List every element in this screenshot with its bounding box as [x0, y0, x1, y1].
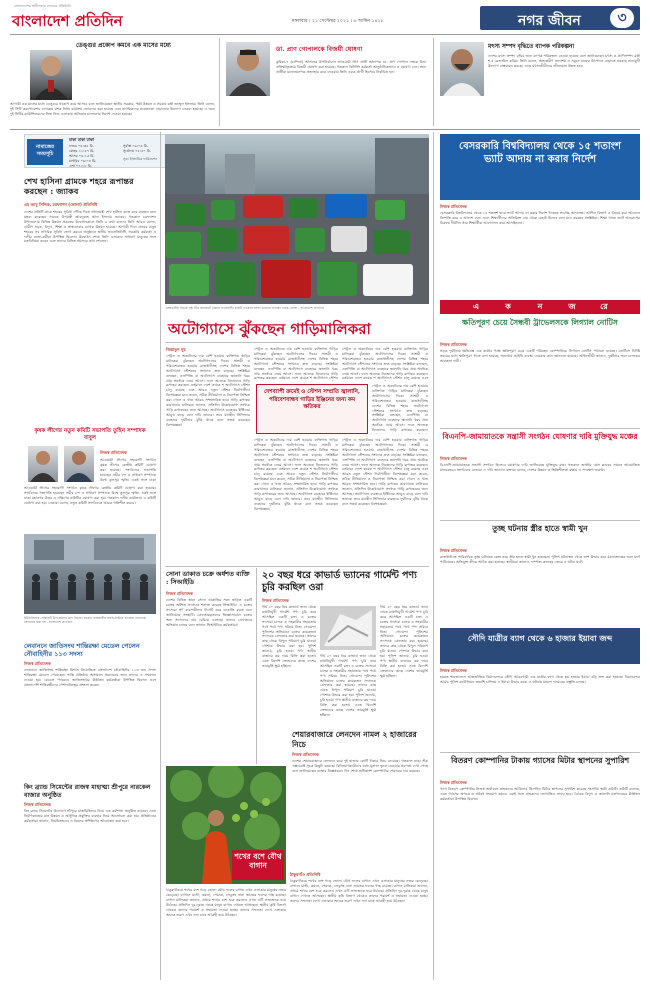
- robbery-body: দেশের বিভিন্ন স্থানে সোনা ডাকাতির সঙ্গে জড়িত একটি চক্রের অর্ধশত সদস্যকে শনাক্ত করেছে সিআইডি। এ চক্রের সদস্যরা স্বর্ণ ব্যবসায়ীদের টার্গেট করে ডাকাতি করত বলে জানিয়েছে সংস্থাটি। গ্রেফতারকৃতদের জিজ্ঞাসাবাদে চক্রের অন্য সদস্যদের নাম বেরিয়ে এসেছে। তাদের গ্রেফতারে অভিযান চলছে বলে জানান সিআইডির কর্মকর্তারা।: [166, 598, 252, 627]
- prayer-time-5: এশা ০৭:১৮ মি.: [69, 164, 92, 168]
- prayer-times-box: [24, 134, 170, 168]
- prayer-label: নামাজের সময়সূচি: [27, 139, 63, 165]
- ekonnore-letter-4: জ: [568, 302, 576, 311]
- fruit-body-2: ঠাকুরগাঁওয়ে শখের বশে গড়ে তোলা যৌথ ফলের বাগান এখন এলাকার মানুষের নজর কেড়েছে। বাগানে মাল্টা, কমলা, পেয়ারা, লেবুসহ নানা জাতের ফলের গাছ রয়েছে। বাগান মালিকরা জানান, প্রথমে শখের বশে শুরু করলেও এখন এটি লাভজনক হয়ে উঠেছে। প্রতিদিন দূর-দূরান্ত থেকে মানুষ বাগান দেখতে আসছেন। স্থানীয় কৃষি বিভাগ থেকেও তাদের পরামর্শ ও সহায়তা দেওয়া হচ্ছে। তাদের সফলতা দেখে এলাকার অনেক তরুণ এখন ফল চাষে আগ্রহী হয়ে উঠছেন।: [166, 888, 286, 917]
- autogas-body-col2b: পেট্রল ও অকটেনের দাম বেশি হওয়ায় ব্যক্তিগত গাড়ির মালিকরা ঝুঁকছেন অটোগ্যাসের দিকে। সাশ্রয়ী ও পরিবেশবান্ধব হওয়ায় রাজধানীসহ দেশের বিভিন্ন শহরে অটোগ্যাস স্টেশনের সংখ্যাও দ্রুত বাড়ছে। সংশ্লিষ্টরা বলছেন, এলপিজি বা অটোগ্যাস ব্যবহারে জ্বালানি খরচ প্রায় অর্ধেকে নেমে আসে। ফলে অনেকে নিজেদের গাড়ি রূপান্তর করছেন। বর্তমানে দেশে কয়েক শ অটোগ্যাস স্টেশন চালু রয়েছে এবং আরও নতুন স্টেশন নির্মাণাধীন। বিশেষজ্ঞরা মনে করেন, সঠিক নীতিমালা ও নিরাপত্তা নিশ্চিত করা গেলে এ খাত আরও সম্প্রসারিত হবে। গাড়ি রূপান্তর কারখানার মালিকরা জানান, প্রতিদিন উল্লেখযোগ্য সংখ্যক গাড়ি রূপান্তরের জন্য আসছে। অটোগ্যাস ব্যবহারে ইঞ্জিনের আয়ুও বাড়ে বলে দাবি তাদের। তবে মানহীন সিলিন্ডার ব্যবহারে দুর্ঘটনার ঝুঁকি থাকে বলে সতর্ক করেছেন বিশেষজ্ঞরা।: [254, 438, 338, 511]
- top-rule-2: [433, 38, 434, 126]
- krishak-body: আওয়ামী লীগের সহযোগী সংগঠন কৃষক লীগের কেন্দ্রীয় কমিটি ঘোষণা করা হয়েছে। সংগঠনের সভাপতি হয়েছেন সমীর চন্দ ও সাধারণ সম্পাদক উম্মে কুলসুম স্মৃতি। একই সঙ্গে ঢাকা: [100, 458, 156, 482]
- autogas-body-col2: পেট্রল ও অকটেনের দাম বেশি হওয়ায় ব্যক্তিগত গাড়ির মালিকরা ঝুঁকছেন অটোগ্যাসের দিকে। সাশ্রয়ী ও পরিবেশবান্ধব হওয়ায় রাজধানীসহ দেশের বিভিন্ন শহরে অটোগ্যাস স্টেশনের সংখ্যাও দ্রুত বাড়ছে। সংশ্লিষ্টরা বলছেন, এলপিজি বা অটোগ্যাস ব্যবহারে জ্বালানি খরচ প্রায় অর্ধেকে নেমে আসে। ফলে অনেকে নিজেদের গাড়ি রূপান্তর করছেন। বর্তমানে দেশে কয়েক শ অটোগ্যাস স্টেশন: [254, 347, 338, 381]
- lead-headline-rule: [165, 342, 429, 343]
- doctor-headline[interactable]: ডা. প্রাণ গোপালকে বিজয়ী ঘোষণা: [276, 46, 363, 53]
- titas-byline: নিজস্ব প্রতিবেদক: [440, 780, 467, 785]
- autogas-body-col3: পেট্রল ও অকটেনের দাম বেশি হওয়ায় ব্যক্তিগত গাড়ির মালিকরা ঝুঁকছেন অটোগ্যাসের দিকে। সাশ্রয়ী ও পরিবেশবান্ধব হওয়ায় রাজধানীসহ দেশের বিভিন্ন শহরে অটোগ্যাস স্টেশনের সংখ্যাও দ্রুত বাড়ছে। সংশ্লিষ্টরা বলছেন, এলপিজি বা অটোগ্যাস ব্যবহারে জ্বালানি খরচ প্রায় অর্ধেকে নেমে আসে। ফলে অনেকে নিজেদের গাড়ি রূপান্তর করছেন। বর্তমানে দেশে কয়েক শ অটোগ্যাস স্টেশন চালু রয়েছে এবং: [342, 347, 428, 381]
- fruit-garden-photo: [166, 766, 286, 884]
- hasina-headline[interactable]: শেখ হাসিনা গ্রামকে শহরে রূপান্তর করছেন : জ্যাকব: [24, 176, 134, 196]
- share-market-byline: নিজস্ব প্রতিবেদক: [292, 752, 319, 757]
- ekonnore-letter-3: ন: [537, 302, 543, 311]
- autogas-body-col1: পেট্রল ও অকটেনের দাম বেশি হওয়ায় ব্যক্তিগত গাড়ির মালিকরা ঝুঁকছেন অটোগ্যাসের দিকে। সাশ্রয়ী ও পরিবেশবান্ধব হওয়ায় রাজধানীসহ দেশের বিভিন্ন শহরে অটোগ্যাস স্টেশনের সংখ্যাও দ্রুত বাড়ছে। সংশ্লিষ্টরা বলছেন, এলপিজি বা অটোগ্যাস ব্যবহারে জ্বালানি খরচ প্রায় অর্ধেকে নেমে আসে। ফলে অনেকে নিজেদের গাড়ি রূপান্তর করছেন। বর্তমানে দেশে কয়েক শ অটোগ্যাস স্টেশন চালু রয়েছে এবং আরও নতুন স্টেশন নির্মাণাধীন। বিশেষজ্ঞরা মনে করেন, সঠিক নীতিমালা ও নিরাপত্তা নিশ্চিত করা গেলে এ খাত আরও সম্প্রসারিত হবে। গাড়ি রূপান্তর কারখানার মালিকরা জানান, প্রতিদিন উল্লেখযোগ্য সংখ্যক গাড়ি রূপান্তরের জন্য আসছে। অটোগ্যাস ব্যবহারে ইঞ্জিনের আয়ুও বাড়ে বলে দাবি তাদের। তবে মানহীন সিলিন্ডার ব্যবহারে দুর্ঘটনার ঝুঁকি থাকে বলে সতর্ক করেছেন বিশেষজ্ঞরা।: [166, 354, 250, 427]
- lebanon-body: লেবাননে জাতিসংঘ শান্তিরক্ষা মিশনে নিয়োজিত বাংলাদেশ নৌবাহিনীর ১১৩ জন সদস্য শান্তিরক্ষা মেডেল পেয়েছেন। শান্তি প্রতিষ্ঠায় অসামান্য অবদানের জন্য তাদের এ সম্মাননা দেওয়া হয়। মেডেল প্যারেডে জাতিসংঘের ঊর্ধ্বতন কর্মকর্তারা উপস্থিত ছিলেন এবং বাংলাদেশি শান্তিরক্ষীদের পেশাদারিত্বের প্রশংসা করেন।: [24, 668, 156, 687]
- fruit-kicker-box: [232, 850, 284, 880]
- bnp-body: বিএনপি-জামায়াতকে সন্ত্রাসী সংগঠন হিসেবে ঘোষণার দাবি জানিয়েছে মুক্তিযুদ্ধ মঞ্চ। গতকাল জাতীয় প্রেস ক্লাবের সামনে আয়োজিত মানববন্ধনে সংগঠনের নেতারা এ দাবি জানান। বক্তারা বলেন, দেশের উন্নয়ন ও স্থিতিশীলতা রক্ষায় এ পদক্ষেপ জরুরি।: [440, 463, 640, 472]
- vat-byline: নিজস্ব প্রতিবেদক: [440, 204, 467, 209]
- covered-van-headline[interactable]: ২০ বছর ধরে কাভার্ড ভ্যানের গার্মেন্ট পণ্য চুরি করছিল ওরা: [262, 570, 417, 593]
- hasina-byline: এম আবু সিদ্দিক, চরফ্যাশন (ভোলা) প্রতিনিধি: [24, 202, 98, 207]
- saudi-box: [440, 628, 640, 664]
- prayer-time-2: যোহর ১১:৫৭ মি.: [69, 149, 95, 153]
- top-strip-right: [438, 38, 640, 126]
- right-rule-1: [440, 428, 640, 429]
- ekonnore-letter-1: এ: [472, 302, 480, 311]
- right-rule-2: [440, 520, 640, 521]
- left-column: [24, 172, 156, 977]
- krishak-leader-photo-2: [64, 446, 94, 482]
- fruit-kicker: শখের বশে যৌথ বাগান: [234, 852, 282, 870]
- cement-byline: নিজস্ব প্রতিবেদক: [24, 802, 51, 807]
- autogas-body-col3b: পেট্রল ও অকটেনের দাম বেশি হওয়ায় ব্যক্তিগত গাড়ির মালিকরা ঝুঁকছেন অটোগ্যাসের দিকে। সাশ্রয়ী ও পরিবেশবান্ধব হওয়ায় রাজধানীসহ দেশের বিভিন্ন শহরে অটোগ্যাস স্টেশনের সংখ্যাও দ্রুত বাড়ছে। সংশ্লিষ্টরা বলছেন, এলপিজি বা অটোগ্যাস ব্যবহারে জ্বালানি খরচ প্রায় অর্ধেকে নেমে আসে। ফলে অনেকে নিজেদের গাড়ি রূপান্তর করছেন।: [372, 384, 428, 433]
- covered-van-byline: নিজস্ব প্রতিবেদক: [262, 598, 289, 603]
- vat-body: বেসরকারি বিশ্ববিদ্যালয় থেকে ১৫ শতাংশ হারে ভ্যাট আদায় না করার নির্দেশ দিয়েছে সর্বোচ্চ আদালত। আপিল বিভাগ এ বিষয়ে করা আবেদন নিষ্পত্তি করে এ আদেশ দেন। ফলে শিক্ষার্থীদের অতিরিক্ত ব্যয় থেকে রেহাই মিলবে বলে মনে করছেন সংশ্লিষ্টরা। শিক্ষা খাতে ভ্যাট আরোপের বিরুদ্ধে দীর্ঘদিন ধরে শিক্ষার্থীরা আন্দোলন করে আসছিলেন।: [440, 211, 640, 225]
- logo[interactable]: বাংলাদেশ প্রতিদিন: [12, 12, 123, 30]
- logo-tagline: বাংলাদেশের স্বাধীনতার ভোরের প্রতিধ্বনি: [14, 4, 71, 8]
- husband-headline[interactable]: তুচ্ছ ঘটনায় স্ত্রীর হাতে স্বামী খুন: [492, 524, 588, 533]
- notice-headline[interactable]: ক্ষতিপূরণ চেয়ে সৈন্ধবী ট্রাভেলসকে লিগ্যাল নোটিস: [462, 318, 618, 327]
- fisheries-minister-photo: [440, 42, 484, 96]
- covered-van-body-3: দীর্ঘ ২০ বছর ধরে কাভার্ড ভ্যান থেকে রপ্তানিমুখী গার্মেন্ট পণ্য চুরি করে আসছিল একটি চক্র। এ চক্রের সদস্যরা চালক ও সহকারীর সহায়তায় পথে পথে পণ্য সরিয়ে নিত। গোয়েন্দা পুলিশের অভিযানে চক্রের কয়েকজন সদস্যকে গ্রেফতার করা হয়েছে। তাদের কাছ থেকে বিপুল পরিমাণ চুরি যাওয়া পোশাক উদ্ধার করা হয়। পুলিশ জানায়, চুরি হওয়া পণ্য স্থানীয় বাজারে কম দামে বিক্রি করা হতো। এতে বিদেশি ক্রেতাদের কাছে দেশের ভাবমূর্তি ক্ষুণ্ণ হচ্ছিল।: [320, 654, 376, 717]
- doctor-body: কুমিল্লা-৭ (চান্দিনা) আসনের উপনির্বাচনে আওয়ামী লীগ প্রার্থী অধ্যাপক ডা. প্রাণ গোপাল দত্তকে বিনা প্রতিদ্বন্দ্বিতায় বিজয়ী ঘোষণা করা হয়েছে। গতকাল রিটার্নিং কর্মকর্তা আনুষ্ঠানিকভাবে এ ঘোষণা দেন। অন্য প্রার্থীরা মনোনয়নপত্র প্রত্যাহার করে নেওয়ায় তিনি একক প্রার্থী হিসেবে নির্বাচিত হন।: [276, 60, 426, 74]
- fruit-body-1: ঠাকুরগাঁওয়ে শখের বশে গড়ে তোলা যৌথ ফলের বাগান এখন এলাকার মানুষের নজর কেড়েছে। বাগানে মাল্টা, কমলা, পেয়ারা, লেবুসহ নানা জাতের ফলের গাছ রয়েছে। বাগান মালিকরা জানান, প্রথমে শখের বশে শুরু করলেও এখন এটি লাভজনক হয়ে উঠেছে। প্রতিদিন দূর-দূরান্ত থেকে মানুষ বাগান দেখতে আসছেন। স্থানীয় কৃষি বিভাগ থেকেও তাদের পরামর্শ ও সহায়তা দেওয়া হচ্ছে। তাদের সফলতা দেখে এলাকার অনেক তরুণ এখন ফল চাষে আগ্রহী হয়ে উঠছেন।: [290, 879, 428, 903]
- dengue-headline[interactable]: ডেঙ্গুর প্রকোপ কমবে এক মাসের মধ্যে: [76, 42, 171, 49]
- traffic-caption: রাজধানীর সড়কে সৃষ্ট তীব্র যানজটে নাকাল নগরবাসী। ছবিটি গতকাল মৎস্য ভবনের এলাকা থেকে তোলা - বাংলাদেশ প্রতিদিন: [166, 306, 325, 310]
- prayer-source: সূত্র: ইসলামিক ফাউন্ডেশন: [123, 157, 158, 161]
- lebanon-byline: নিজস্ব প্রতিবেদক: [24, 661, 51, 666]
- garments-photo: [320, 606, 376, 650]
- vat-headline[interactable]: বেসরকারি বিশ্ববিদ্যালয় থেকে ১৫ শতাংশ ভ্যাট আদায় না করার নির্দেশ: [459, 141, 621, 165]
- covered-van-body-1: দীর্ঘ ২০ বছর ধরে কাভার্ড ভ্যান থেকে রপ্তানিমুখী গার্মেন্ট পণ্য চুরি করে আসছিল একটি চক্র। এ চক্রের সদস্যরা চালক ও সহকারীর সহায়তায় পথে পথে পণ্য সরিয়ে নিত। গোয়েন্দা পুলিশের অভিযানে চক্রের কয়েকজন সদস্যকে গ্রেফতার করা হয়েছে। তাদের কাছ থেকে বিপুল পরিমাণ চুরি যাওয়া পোশাক উদ্ধার করা হয়। পুলিশ জানায়, চুরি হওয়া পণ্য স্থানীয় বাজারে কম দামে বিক্রি করা হতো। এতে বিদেশি ক্রেতাদের কাছে দেশের ভাবমূর্তি ক্ষুণ্ণ হচ্ছিল।: [262, 605, 316, 668]
- fruit-byline: ঠাকুরগাঁও প্রতিনিধি: [290, 872, 321, 877]
- top-strip-rule: [10, 129, 640, 130]
- krishak-body-cont: আওয়ামী লীগের সহযোগী সংগঠন কৃষক লীগের কেন্দ্রীয় কমিটি ঘোষণা করা হয়েছে। সংগঠনের সভাপতি হয়েছেন সমীর চন্দ ও সাধারণ সম্পাদক উম্মে কুলসুম স্মৃতি। একই সঙ্গে ঢাকা মহানগর উত্তর ও দক্ষিণের কমিটিও ঘোষণা করা হয়। গতকাল দলীয় কার্যালয়ে এ কমিটি ঘোষণা করা হয়। নেতারা বলেন, নতুন কমিটি সংগঠনকে আরও গতিশীল করবে।: [24, 486, 156, 505]
- hasina-body: দেশের প্রতিটি গ্রামে শহরের সুবিধা পৌঁছে দিতে প্রধানমন্ত্রী শেখ হাসিনা কাজ করে যাচ্ছেন বলে মন্তব্য করেছেন সাবেক উপমন্ত্রী আবদুল্লাহ আল ইসলাম জ্যাকব। গতকাল চরফ্যাশন উপজেলায় বিভিন্ন উন্নয়ন প্রকল্পের উদ্বোধনকালে তিনি এ কথা বলেন। তিনি আরও বলেন, গ্রামীণ সড়ক, বিদ্যুৎ, শিক্ষা ও স্বাস্থ্যসেবার ব্যাপক উন্নয়ন হয়েছে। আগামী দিনে গ্রামের মানুষ শহরের সব নাগরিক সুবিধা ভোগ করবে। অনুষ্ঠানে স্থানীয় জনপ্রতিনিধি, সরকারি কর্মকর্তা ও দলীয় নেতা-কর্মীরা উপস্থিত ছিলেন। উদ্বোধন শেষে তিনি এলাকার সাধারণ মানুষের সঙ্গে মতবিনিময় করেন এবং তাদের বিভিন্ন সমস্যার কথা শোনেন।: [24, 210, 156, 244]
- husband-body: রাজধানীতে পারিবারিক তুচ্ছ ঘটনাকে কেন্দ্র করে স্ত্রীর হাতে স্বামী খুন হয়েছেন। পুলিশ ঘটনাস্থল থেকে লাশ উদ্ধার করে ময়নাতদন্তের জন্য মর্গে পাঠিয়েছে। অভিযুক্ত স্ত্রীকে আটক করা হয়েছে। স্থানীয়রা জানান, দাম্পত্য কলহের জেরে এ ঘটনা ঘটে।: [440, 555, 640, 564]
- masthead-rule: [10, 34, 640, 35]
- share-market-body: দেশের শেয়ারবাজারে লেনদেন কমে দুই হাজার কোটি টাকার নিচে নেমেছে। গতকাল ঢাকা স্টক এক্সচেঞ্জে সূচক কিছুটা কমেছে। বিনিয়োগকারীদের মধ্যে মুনাফা তুলে নেওয়ার প্রবণতা দেখা গেছে বলে জানিয়েছেন বাজার বিশ্লেষকরা। দিন শেষে অধিকাংশ কোম্পানির শেয়ারের দাম কমেছে।: [292, 759, 428, 773]
- autogas-body-col3c: পেট্রল ও অকটেনের দাম বেশি হওয়ায় ব্যক্তিগত গাড়ির মালিকরা ঝুঁকছেন অটোগ্যাসের দিকে। সাশ্রয়ী ও পরিবেশবান্ধব হওয়ায় রাজধানীসহ দেশের বিভিন্ন শহরে অটোগ্যাস স্টেশনের সংখ্যাও দ্রুত বাড়ছে। সংশ্লিষ্টরা বলছেন, এলপিজি বা অটোগ্যাস ব্যবহারে জ্বালানি খরচ প্রায় অর্ধেকে নেমে আসে। ফলে অনেকে নিজেদের গাড়ি রূপান্তর করছেন। বর্তমানে দেশে কয়েক শ অটোগ্যাস স্টেশন চালু রয়েছে এবং আরও নতুন স্টেশন নির্মাণাধীন। বিশেষজ্ঞরা মনে করেন, সঠিক নীতিমালা ও নিরাপত্তা নিশ্চিত করা গেলে এ খাত আরও সম্প্রসারিত হবে। গাড়ি রূপান্তর কারখানার মালিকরা জানান, প্রতিদিন উল্লেখযোগ্য সংখ্যক গাড়ি রূপান্তরের জন্য আসছে। অটোগ্যাস ব্যবহারে ইঞ্জিনের আয়ুও বাড়ে বলে দাবি তাদের। তবে মানহীন সিলিন্ডার ব্যবহারে দুর্ঘটনার ঝুঁকি থাকে বলে সতর্ক করেছেন বিশেষজ্ঞরা।: [342, 438, 428, 506]
- krishak-byline: নিজস্ব প্রতিবেদক: [100, 450, 127, 455]
- share-market-headline[interactable]: শেয়ারবাজারে লেনদেন নামল ২ হাজারের নিচে: [292, 730, 417, 749]
- mid-rule-1: [165, 566, 429, 567]
- ekonnore-banner: [440, 300, 640, 314]
- ekonnore-letter-5: রে: [600, 302, 608, 311]
- page-number: ৩: [610, 8, 634, 28]
- protest-caption: ইউনিসিফের সেরিনিটি উপজেলায় ত্রাণ বিতরণ করেন। রাজধানীর অ্যাভিনিউয়ে গতকাল নিরাপত্তা জোরদার করা হয় - বাংলাদেশ প্রতিদিন: [24, 616, 147, 624]
- top-strip-mid: [224, 38, 429, 126]
- bnp-byline: নিজস্ব প্রতিবেদক: [440, 456, 467, 461]
- fisheries-headline[interactable]: মৎস্য সম্পদ বৃদ্ধিতে ব্যাপক পরিকল্পনা: [488, 44, 575, 50]
- right-rule-3: [440, 752, 640, 753]
- left-column-rule: [160, 132, 161, 980]
- notice-byline: নিজস্ব প্রতিবেদক: [440, 342, 467, 347]
- minister-photo: [30, 50, 72, 100]
- robbery-headline[interactable]: সোনা ডাকাত চক্রে অর্ধশত ব্যক্তি : সিআইডি: [166, 570, 250, 586]
- vat-box: [440, 134, 640, 200]
- sunset-time: সূর্যাস্ত ০৬:০৪ মি.: [123, 144, 149, 148]
- saudi-byline: নিজস্ব প্রতিবেদক: [440, 668, 467, 673]
- covered-van-body-2: দীর্ঘ ২০ বছর ধরে কাভার্ড ভ্যান থেকে রপ্তানিমুখী গার্মেন্ট পণ্য চুরি করে আসছিল একটি চক্র। এ চক্রের সদস্যরা চালক ও সহকারীর সহায়তায় পথে পথে পণ্য সরিয়ে নিত। গোয়েন্দা পুলিশের অভিযানে চক্রের কয়েকজন সদস্যকে গ্রেফতার করা হয়েছে। তাদের কাছ থেকে বিপুল পরিমাণ চুরি যাওয়া পোশাক উদ্ধার করা হয়। পুলিশ জানায়, চুরি হওয়া পণ্য স্থানীয় বাজারে কম দামে বিক্রি করা হতো। এতে বিদেশি ক্রেতাদের কাছে দেশের ভাবমূর্তি ক্ষুণ্ণ হচ্ছিল।: [380, 605, 428, 678]
- right-column-rule: [433, 132, 434, 980]
- fisheries-body: দেশের মৎস্য সম্পদ বৃদ্ধির জন্য ব্যাপক পরিকল্পনা নেওয়া হয়েছে বলে জানিয়েছেন মৎস্য ও প্রাণিসম্পদ মন্ত্রী শ ম রেজাউল করিম। তিনি বলেন, অভ্যন্তরীণ জলাশয় ও সমুদ্রে মাছের উৎপাদন বাড়াতে সরকার নানামুখী উদ্যোগ বাস্তবায়ন করছে। এতে মৎস্যজীবীদের জীবনমান উন্নত হবে।: [488, 54, 640, 68]
- prayer-time-3: আসর ০৪:১৫ মি.: [69, 154, 95, 158]
- protest-photo: [24, 534, 156, 614]
- prayer-time-4: মাগরিব ০৬:০৪ মি.: [69, 159, 97, 163]
- cement-headline[interactable]: কিং ব্র্যান্ড সিমেন্টের রাজস্ব মাহাত্ম্য শ্রীপুরে নারকেল বাজার অনুষ্ঠিত: [24, 784, 151, 799]
- prayer-title: ঢাকা ঢাকা ঢাকা: [69, 137, 94, 142]
- traffic-jam-photo: [165, 134, 429, 304]
- autogas-inset-box: [256, 384, 368, 434]
- top-rule-1: [219, 38, 220, 126]
- saudi-body: হযরত শাহজালাল আন্তর্জাতিক বিমানবন্দরে সৌদি আরবগামী এক যাত্রীর ব্যাগ থেকে ছয় হাজার ইয়াবা বড়ি জব্দ করা হয়েছে। বিমানবন্দর আর্মড পুলিশ ব্যাটালিয়ন তল্লাশি চালিয়ে এ ইয়াবা উদ্ধার করে। এ ঘটনায় মামলা দায়েরের প্রস্তুতি চলছে।: [440, 675, 640, 684]
- robbery-byline: নিজস্ব প্রতিবেদক: [166, 591, 193, 596]
- dengue-body: আগামী এক মাসের মধ্যে ডেঙ্গুর প্রকোপ কমে আসবে বলে জানিয়েছেন স্থানীয় সরকার, পল্লী উন্নয়ন ও সমবায় মন্ত্রী তাজুল ইসলাম। তিনি বলেন, দুই সিটি করপোরেশন এলাকায় মশক নিধন কার্যক্রম জোরদার করা হয়েছে এবং নাগরিকদের সচেতনতা বাড়ানোর উদ্যোগ নেওয়া হয়েছে। এ জন্য দুই সিটির কাউন্সিলরদের নিজ নিজ এলাকায় অভিযান চালানোর নির্দেশ দেওয়া হয়েছে।: [10, 102, 215, 116]
- dateline: মঙ্গলবার । ২১ সেপ্টেম্বর ২০২১ । ৬ আশ্বিন ১৪২৮: [292, 19, 384, 24]
- mid-rule-v: [256, 568, 257, 764]
- saudi-headline[interactable]: সৌদি যাত্রীর ব্যাগ থেকে ৬ হাজার ইয়াবা জব্দ: [467, 633, 613, 643]
- husband-byline: নিজস্ব প্রতিবেদক: [440, 548, 467, 553]
- titas-body: গ্যাস বিতরণ কোম্পানির নিজস্ব অর্থায়নে গ্রাহকদের আঙিনায় প্রিপেইড মিটার স্থাপনের সুপারিশ করেছে সংসদীয় স্থায়ী কমিটি। কমিটি বলেছে, এতে গ্যাসের অপচয় ও অবৈধ সংযোগ কমবে। একই সঙ্গে গ্রাহকদের ভোগান্তিও লাঘব হবে। বৈঠকে বিদ্যুৎ ও জ্বালানি মন্ত্রণালয়ের ঊর্ধ্বতন কর্মকর্তারা উপস্থিত ছিলেন।: [440, 787, 640, 801]
- krishak-leader-photo-1: [28, 446, 58, 482]
- ekonnore-letter-2: ক: [505, 302, 511, 311]
- masthead: [0, 0, 650, 34]
- cement-body: কিং ব্র্যান্ড সিমেন্টের উদ্যোগে শ্রীপুরে রাজমিস্ত্রিদের নিয়ে এক কর্মশালা অনুষ্ঠিত হয়েছে। এতে নির্মাণকাজের মান উন্নয়ন ও আধুনিক প্রযুক্তির ব্যবহার নিয়ে আলোচনা করা হয়। প্রতিষ্ঠানের কর্মকর্তারা জানান, নিয়মিতভাবে এ ধরনের প্রশিক্ষণের আয়োজন করা হবে।: [24, 809, 156, 823]
- prayer-time-1: ফজর ০৪:৩৫ মি.: [69, 144, 94, 148]
- notice-body: সড়ক দুর্ঘটনায় ক্ষতিগ্রস্ত এক যাত্রীর পক্ষে ক্ষতিপূরণ চেয়ে একটি পরিবহন কোম্পানিকে লিগ্যাল নোটিস পাঠানো হয়েছে। নোটিসে নির্দিষ্ট সময়ের মধ্যে ক্ষতিপূরণ দিতে বলা হয়েছে, অন্যথায় আইনি ব্যবস্থা নেওয়ার কথা জানানো হয়েছে। আইনজীবী জানান, দুর্ঘটনার জন্য চালকের অবহেলা দায়ী।: [440, 349, 640, 363]
- autogas-byline: জিন্নাতুন নূর: [166, 347, 186, 352]
- section-title: নগর জীবন: [518, 13, 581, 29]
- lebanon-headline[interactable]: লেবাননে জাতিসংঘ শান্তিরক্ষা মেডেল পেলেন নৌবাহিনীর ১১৩ সদস্য: [24, 642, 140, 658]
- krishak-headline[interactable]: কৃষক লীগের নতুন কমিটি সভাপতি তুহিন সম্পাদক বাবুল: [34, 428, 146, 441]
- inset-text: দেশব্যাপী ক্রমেই ও স্টেশন সম্প্রতি জ্বালানি, পরিবেশবান্ধব গাড়ির ইঞ্জিনের জন্য কম ক্ষতিকর: [264, 389, 360, 411]
- bnp-headline[interactable]: বিএনপি-জামায়াতকে সন্ত্রাসী সংগঠন ঘোষণার দাবি মুক্তিযুদ্ধ মঞ্চের: [442, 432, 638, 441]
- autogas-headline[interactable]: অটোগ্যাসে ঝুঁকছেন গাড়িমালিকরা: [168, 320, 371, 338]
- doctor-photo: [226, 42, 270, 96]
- titas-headline[interactable]: বিতরণ কোম্পানির টাকায় গ্যাসের মিটার স্থাপনের সুপারিশ: [450, 756, 630, 765]
- section-banner: [480, 6, 640, 30]
- top-strip-left: [10, 38, 215, 126]
- sunrise-time: সূর্যোদয় ০৫:৫০ মি.: [123, 149, 151, 153]
